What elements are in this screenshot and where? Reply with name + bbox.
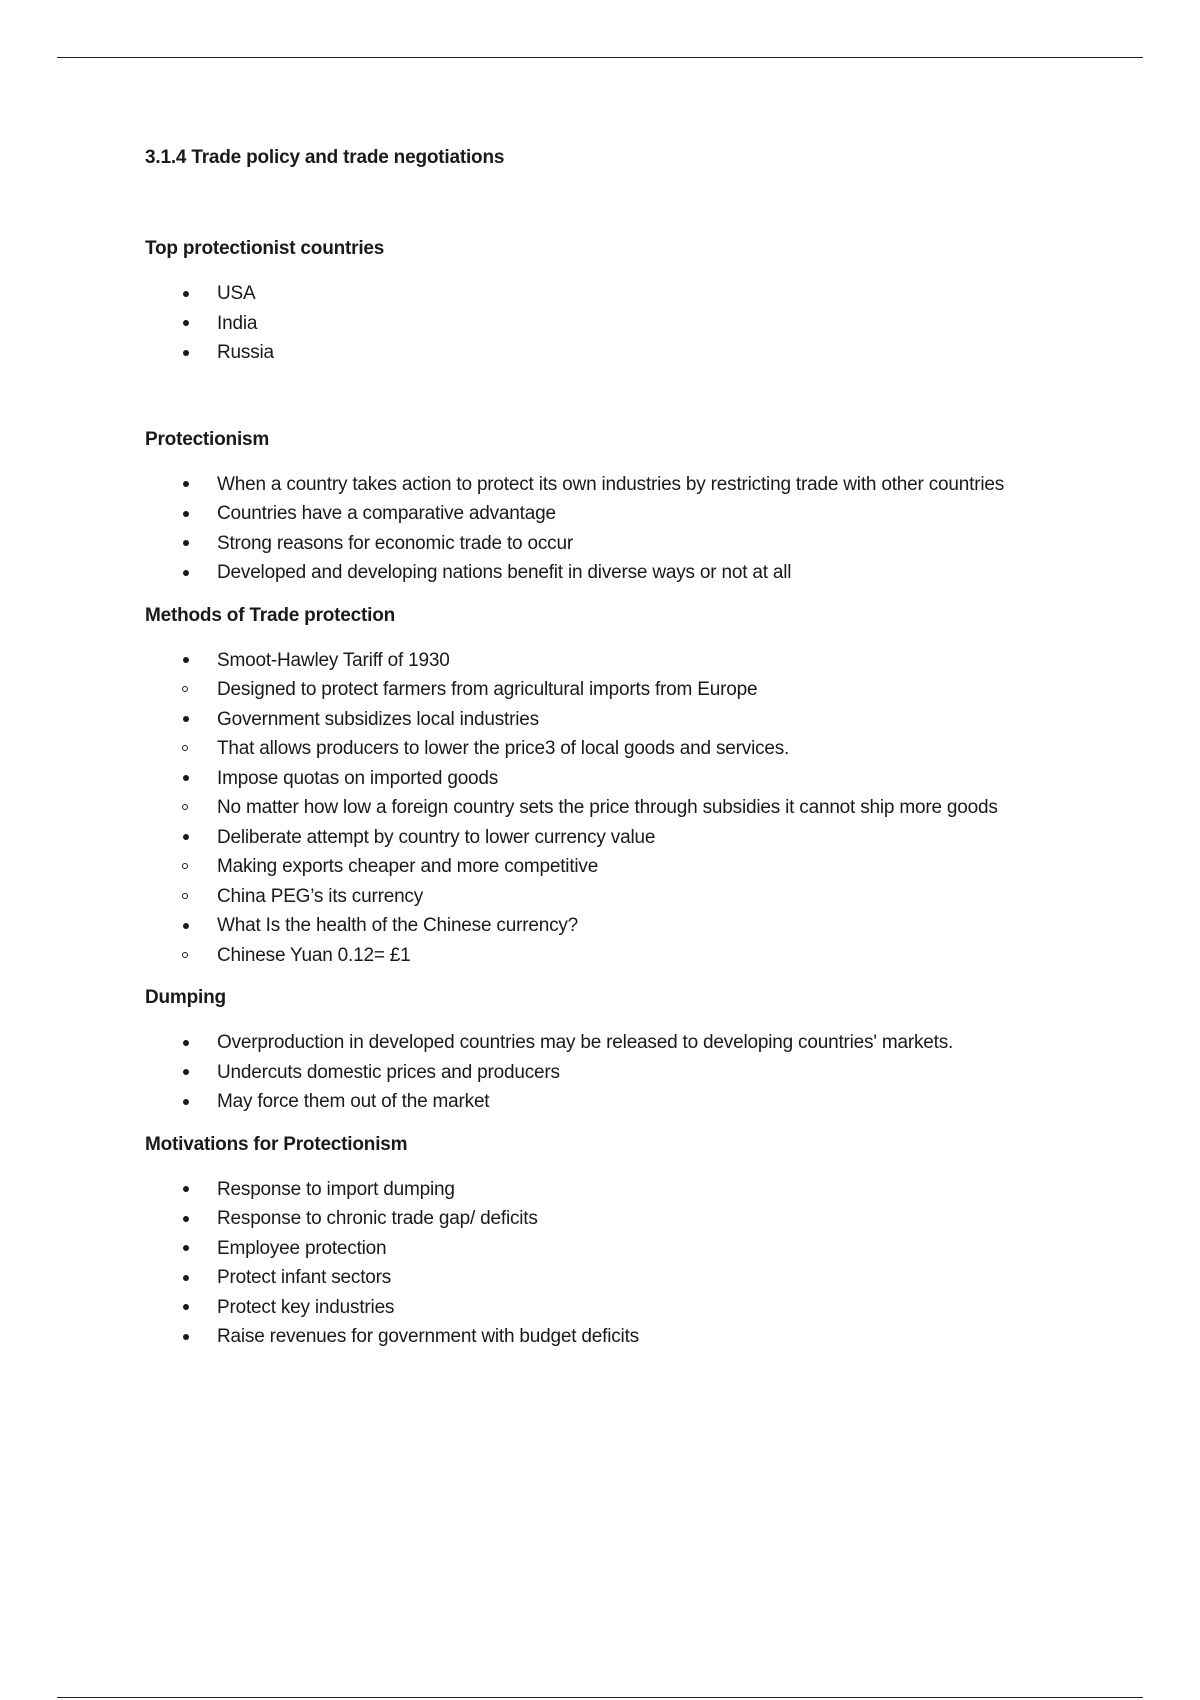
section-protectionism	[145, 428, 1065, 588]
section-heading: Dumping	[145, 987, 226, 1008]
section-motivations-for-protectionism	[145, 1133, 1065, 1352]
section-dumping	[145, 986, 1065, 1117]
list-item-text: Raise revenues for government with budget deficits	[217, 1326, 639, 1347]
hollow-bullet-icon	[182, 863, 188, 869]
list-item-text: India	[217, 312, 258, 334]
hollow-bullet-icon	[182, 893, 188, 899]
bullet-icon	[183, 1040, 189, 1046]
list-item	[145, 911, 1065, 941]
sub-list-item-text: China PEG’s its currency	[217, 885, 424, 907]
list-item-text: Government subsidizes local industries	[217, 708, 539, 730]
list-item	[145, 823, 1065, 853]
list-item	[145, 338, 1065, 368]
list-item-text: Undercuts domestic prices and producers	[217, 1061, 560, 1083]
list-item	[145, 1234, 1065, 1264]
sub-list-item-text: Chinese Yuan 0.12= £1	[217, 944, 411, 966]
bullet-list	[145, 470, 1065, 588]
bullet-icon	[183, 1245, 189, 1251]
list-item	[145, 1322, 1065, 1352]
list-item	[145, 279, 1065, 309]
list-item	[145, 1058, 1065, 1088]
list-item-text: Strong reasons for economic trade to occur	[217, 532, 573, 554]
document-body	[145, 146, 1065, 1368]
list-item	[145, 1263, 1065, 1293]
list-item-text: Response to chronic trade gap/ deficits	[217, 1208, 538, 1229]
list-item-text: When a country takes action to protect its own industries by restricting trade with other countries	[217, 473, 1005, 495]
bullet-list	[145, 1028, 1065, 1117]
bullet-list	[145, 911, 1065, 941]
bullet-list	[145, 705, 1065, 735]
list-item	[145, 470, 1065, 500]
bullet-icon	[183, 1275, 189, 1281]
list-item-text: May force them out of the market	[217, 1091, 490, 1112]
bullet-icon	[183, 834, 189, 840]
bullet-icon	[183, 1099, 189, 1105]
hollow-bullet-icon	[182, 952, 188, 958]
bullet-icon	[183, 481, 189, 487]
sub-list-item	[145, 941, 1065, 971]
sub-list-item-text: Making exports cheaper and more competitive	[217, 856, 599, 877]
bullet-icon	[183, 540, 189, 546]
list-item	[145, 764, 1065, 794]
bullet-list	[145, 646, 1065, 676]
list-item	[145, 1087, 1065, 1117]
list-item-text: Protect infant sectors	[217, 1267, 392, 1288]
bullet-icon	[183, 657, 189, 663]
list-item-text: What Is the health of the Chinese currency?	[217, 915, 579, 936]
bullet-list	[145, 764, 1065, 794]
bullet-icon	[183, 1186, 189, 1192]
sub-list-item	[145, 882, 1065, 912]
hollow-bullet-icon	[182, 745, 188, 751]
list-item-text: Smoot-Hawley Tariff of 1930	[217, 649, 450, 671]
sub-list-item-text: That allows producers to lower the price3 of local goods and services.	[217, 738, 790, 759]
list-item	[145, 1028, 1065, 1058]
section-top-protectionist-countries	[145, 237, 1065, 368]
bullet-icon	[183, 570, 189, 576]
list-item-text: Employee protection	[217, 1237, 387, 1259]
bullet-icon	[183, 1069, 189, 1075]
list-item-text: Impose quotas on imported goods	[217, 767, 499, 789]
sub-bullet-list	[145, 793, 1065, 823]
list-item-text: Overproduction in developed countries may be released to developing countries' markets.	[217, 1032, 954, 1053]
list-item	[145, 309, 1065, 339]
sub-list-item	[145, 852, 1065, 882]
sub-bullet-list	[145, 941, 1065, 971]
list-item-text: Developed and developing nations benefit in diverse ways or not at all	[217, 562, 792, 583]
bullet-icon	[183, 923, 189, 929]
sub-bullet-list	[145, 675, 1065, 705]
list-item-text: Protect key industries	[217, 1296, 395, 1318]
sub-list-item-text: Designed to protect farmers from agricultural imports from Europe	[217, 679, 758, 700]
document-title: 3.1.4 Trade policy and trade negotiations	[145, 147, 505, 168]
list-item	[145, 1175, 1065, 1205]
bullet-icon	[183, 1216, 189, 1222]
section-methods-of-trade-protection	[145, 604, 1065, 971]
list-item	[145, 705, 1065, 735]
list-item	[145, 499, 1065, 529]
list-item	[145, 558, 1065, 588]
section-heading: Methods of Trade protection	[145, 604, 396, 626]
sub-list-item	[145, 793, 1065, 823]
bullet-list	[145, 1175, 1065, 1352]
bullet-icon	[183, 775, 189, 781]
bullet-icon	[183, 350, 189, 356]
bullet-list	[145, 823, 1065, 853]
list-item	[145, 1204, 1065, 1234]
list-item	[145, 1293, 1065, 1323]
sub-list-item	[145, 734, 1065, 764]
footer-rule	[57, 1697, 1143, 1698]
list-item-text: Russia	[217, 342, 274, 363]
bullet-icon	[183, 320, 189, 326]
bullet-list	[145, 279, 1065, 368]
sub-list-item	[145, 675, 1065, 705]
list-item-text: Response to import dumping	[217, 1178, 455, 1200]
hollow-bullet-icon	[182, 804, 188, 810]
header-rule	[57, 57, 1143, 58]
bullet-icon	[183, 511, 189, 517]
bullet-icon	[183, 291, 189, 297]
section-heading: Top protectionist countries	[145, 238, 385, 259]
sub-list-item-text: No matter how low a foreign country sets the price through subsidies it cannot ship more goods	[217, 797, 998, 818]
section-heading: Motivations for Protectionism	[145, 1133, 408, 1155]
list-item-text: Deliberate attempt by country to lower currency value	[217, 826, 656, 848]
bullet-icon	[183, 1334, 189, 1340]
list-item	[145, 646, 1065, 676]
sub-bullet-list	[145, 852, 1065, 911]
bullet-icon	[183, 716, 189, 722]
bullet-icon	[183, 1304, 189, 1310]
list-item-text: USA	[217, 283, 256, 304]
sub-bullet-list	[145, 734, 1065, 764]
hollow-bullet-icon	[182, 686, 188, 692]
list-item	[145, 529, 1065, 559]
section-heading: Protectionism	[145, 428, 270, 450]
list-item-text: Countries have a comparative advantage	[217, 503, 556, 524]
